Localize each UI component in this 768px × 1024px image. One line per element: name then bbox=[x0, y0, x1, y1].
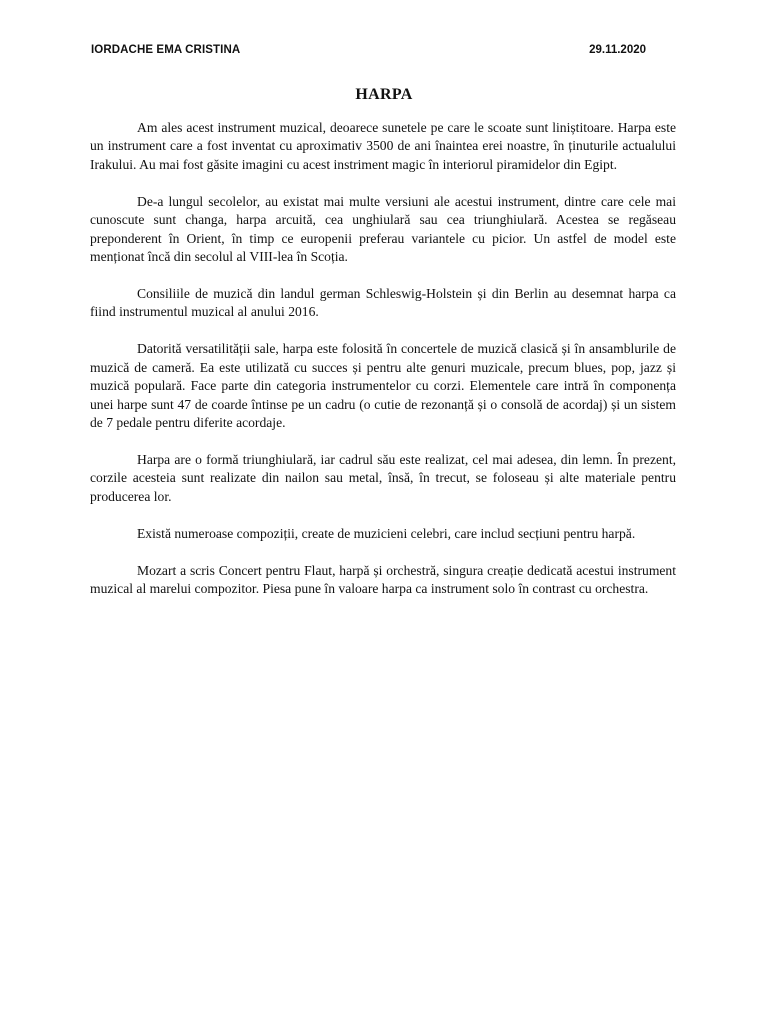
document-title: HARPA bbox=[355, 86, 413, 103]
paragraph-4: Datorită versatilității sale, harpa este folosită în concertele de muzică clasică și în ansamblurile de muzică de cameră. Ea este utilizată cu succes și pentru alte genuri muzicale, precum blues, pop, jazz și muzică populară. Face parte din categoria instrumentelor cu corzi. Elementele care intră în componența unei harpe sunt 47 de coarde întinse pe un cadru (o cutie de rezonanță și o consolă de acordaj) și un sistem de 7 pedale pentru diferite acordaje. bbox=[90, 341, 676, 431]
author-name: IORDACHE EMA CRISTINA bbox=[91, 44, 241, 56]
paragraph-7: Mozart a scris Concert pentru Flaut, harpă și orchestră, singura creație dedicată acestui instrument muzical al marelui compozitor. Piesa pune în valoare harpa ca instrument solo în contrast cu orchestra. bbox=[90, 562, 676, 597]
paragraph-6: Există numeroase compoziții, create de muzicieni celebri, care includ secțiuni pentru harpă. bbox=[137, 525, 636, 541]
paragraph-2: De-a lungul secolelor, au existat mai multe versiuni ale acestui instrument, dintre care cele mai cunoscute sunt changa, harpa arcuită, cea unghiulară sau cea triunghiulară. Acestea se regăseau preponderent în Orient, în timp ce europenii preferau variantele cu picior. Un astfel de model este menționat încă din secolul al VIII-lea în Scoția. bbox=[90, 193, 676, 265]
paragraph-3: Consiliile de muzică din landul german Schleswig-Holstein și din Berlin au desemnat harpa ca fiind instrumentul muzical al anului 2016. bbox=[90, 286, 676, 320]
paragraph-1: Am ales acest instrument muzical, deoarece sunetele pe care le scoate sunt liniștitoare. Harpa este un instrument care a fost inventat cu aproximativ 3500 de ani înaintea erei noastre, în ținuturile actualului Irakului. Au mai fost găsite imagini cu acest instriment magic în interiorul piramidelor din Egipt. bbox=[90, 120, 676, 172]
paragraph-5: Harpa are o formă triunghiulară, iar cadrul său este realizat, cel mai adesea, din lemn. În prezent, corzile acesteia sunt realizate din nailon sau metal, însă, în trecut, se foloseau și alte materiale pentru producerea lor. bbox=[90, 452, 676, 504]
document-body bbox=[90, 119, 676, 617]
document-date: 29.11.2020 bbox=[589, 44, 646, 56]
